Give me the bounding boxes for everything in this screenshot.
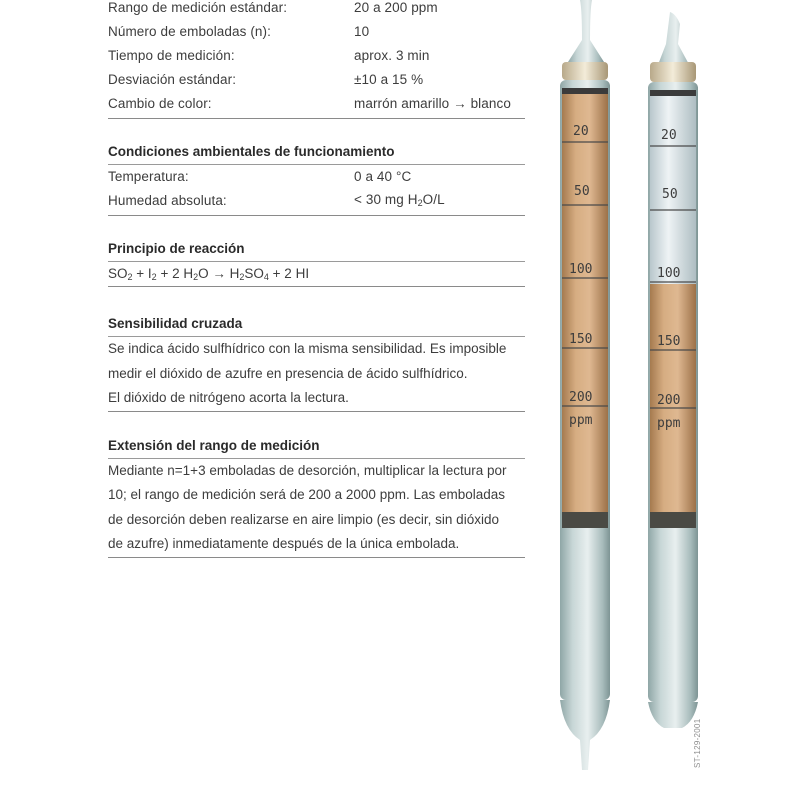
scale-label: 100: [569, 262, 593, 277]
image-code: ST-129-2001: [693, 718, 702, 768]
tube-cap: [650, 62, 696, 82]
paragraph-line: de azufre) inmediatamente después de la única embolada.: [108, 536, 460, 551]
tube-plug: [562, 512, 608, 528]
section-heading-extension: Extensión del rango de medición: [108, 437, 320, 453]
spec-label: Desviación estándar:: [108, 72, 237, 87]
scale-label: 50: [574, 184, 590, 199]
scale-label: 100: [657, 266, 681, 281]
spec-value: aprox. 3 min: [354, 48, 430, 63]
spec-row: [108, 0, 525, 20]
scale-label: 200: [569, 390, 593, 405]
tube-plug: [650, 512, 696, 528]
data-sheet: [108, 0, 525, 558]
spec-row: [108, 20, 525, 44]
tube-plug: [650, 90, 696, 96]
spec-label: Rango de medición estándar:: [108, 0, 288, 15]
spec-row: [108, 44, 525, 68]
scale-label: 20: [573, 124, 589, 139]
ambient-value: 0 a 40 °C: [354, 169, 412, 184]
spec-value: 20 a 200 ppm: [354, 0, 438, 15]
tube-tip: [648, 702, 698, 728]
spec-row: [108, 68, 525, 92]
section-heading-cross: Sensibilidad cruzada: [108, 316, 243, 331]
scale-label: 200: [657, 393, 681, 408]
scale-label: 150: [569, 332, 593, 347]
section-heading-ambient: Condiciones ambientales de funcionamiento: [108, 144, 395, 159]
tubes-svg: [540, 0, 720, 800]
paragraph-line: Mediante n=1+3 emboladas de desorción, multiplicar la lectura por: [108, 462, 507, 478]
scale-label: 20: [661, 128, 677, 143]
scale-label: 150: [657, 334, 681, 349]
spec-value: ±10 a 15 %: [354, 72, 424, 87]
ambient-value: < 30 mg $H_2O/L$: [354, 191, 445, 208]
spec-label: Número de emboladas (n):: [108, 24, 271, 39]
detector-tubes-illustration: [540, 0, 720, 800]
tube-used: [648, 12, 698, 728]
spec-label: Cambio de color:: [108, 96, 212, 111]
divider: [108, 557, 525, 558]
cross-text: [108, 337, 525, 411]
paragraph-line: El dióxido de nitrógeno acorta la lectura.: [108, 390, 349, 405]
tube-reagent: [562, 92, 608, 512]
ambient-row: [108, 165, 525, 189]
paragraph-line: Se indica ácido sulfhídrico con la misma sensibilidad. Es imposible: [108, 341, 507, 356]
tube-tip-broken: [656, 12, 692, 70]
scale-label: ppm: [569, 413, 593, 428]
reaction-formula: $SO_2 + I_2 + 2$ $H_2O \to H_2SO_4 + 2$ HI: [108, 266, 310, 282]
ambient-label: Humedad absoluta:: [108, 193, 227, 208]
tube-tip: [560, 700, 610, 770]
section-heading-reaction: Principio de reacción: [108, 241, 245, 256]
tube-unused: [560, 0, 610, 770]
extension-text: [108, 459, 525, 557]
paragraph-line: de desorción deben realizarse en aire limpio (es decir, sin dióxido: [108, 511, 499, 527]
paragraph-line: medir el dióxido de azufre en presencia de ácido sulfhídrico.: [108, 365, 468, 381]
spec-label: Tiempo de medición:: [108, 48, 235, 63]
spec-row: [108, 92, 525, 116]
paragraph-line: 10; el rango de medición será de 200 a 2000 ppm. Las emboladas: [108, 487, 506, 502]
scale-label: ppm: [657, 416, 681, 431]
scale-label: 50: [662, 187, 678, 202]
spec-value: 10: [354, 24, 370, 39]
ambient-row: [108, 189, 525, 213]
spec-value: marrón amarillo → blanco: [354, 96, 511, 111]
ambient-label: Temperatura:: [108, 169, 189, 184]
tube-plug: [562, 88, 608, 94]
tube-cap: [562, 62, 608, 80]
